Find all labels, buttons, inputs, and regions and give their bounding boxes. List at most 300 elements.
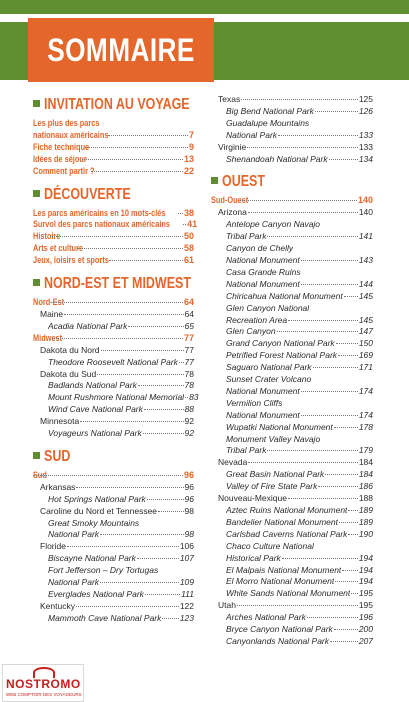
toc-entry-title: Recreation Area bbox=[226, 314, 288, 325]
toc-entry-title: National Monument bbox=[226, 385, 300, 396]
dot-leader bbox=[334, 629, 358, 630]
toc-entry-title: El Malpais National Monument bbox=[226, 564, 342, 575]
toc-entry[interactable] bbox=[33, 506, 194, 518]
dot-leader bbox=[348, 534, 357, 535]
toc-entry[interactable] bbox=[211, 517, 373, 529]
dot-leader bbox=[143, 433, 184, 434]
dot-leader bbox=[183, 224, 186, 225]
dot-leader bbox=[301, 415, 358, 416]
toc-entry-page: 169 bbox=[358, 350, 373, 361]
dot-leader bbox=[82, 159, 183, 160]
toc-entry-title: Kentucky bbox=[40, 600, 75, 611]
toc-entry-page: 92 bbox=[184, 416, 194, 427]
toc-entry[interactable] bbox=[211, 457, 373, 469]
section-heading-text: SUD bbox=[44, 447, 71, 465]
toc-entry-title: Bryce Canyon National Park bbox=[226, 624, 333, 635]
title-box bbox=[28, 18, 214, 82]
toc-entry-title: Saguaro National Park bbox=[226, 362, 312, 373]
dot-leader bbox=[247, 147, 358, 148]
toc-entry[interactable] bbox=[33, 577, 194, 589]
toc-entry[interactable] bbox=[211, 553, 373, 565]
toc-entry-title: Arts et culture bbox=[33, 243, 84, 254]
toc-entry-title: Historical Park bbox=[226, 552, 281, 563]
toc-entry[interactable] bbox=[33, 231, 194, 243]
dot-leader bbox=[97, 374, 183, 375]
toc-entry[interactable] bbox=[211, 541, 373, 553]
dot-leader bbox=[162, 618, 178, 619]
toc-entry[interactable] bbox=[211, 386, 373, 398]
toc-entry-page: 145 bbox=[358, 290, 373, 301]
toc-entry[interactable] bbox=[211, 529, 373, 541]
toc-entry-title: Utah bbox=[218, 600, 236, 611]
toc-entry-page: 194 bbox=[358, 564, 373, 575]
toc-entry[interactable] bbox=[211, 410, 373, 422]
dot-leader bbox=[178, 213, 183, 214]
toc-entry-title: nationaux américains bbox=[33, 129, 109, 140]
toc-entry-page: 178 bbox=[358, 421, 373, 432]
toc-entry-page: 194 bbox=[358, 552, 373, 563]
toc-entry-title: Great Basin National Park bbox=[226, 469, 325, 480]
toc-entry-page: 143 bbox=[358, 254, 373, 265]
dot-leader bbox=[335, 581, 358, 582]
toc-entry-title: Voyageurs National Park bbox=[48, 428, 142, 439]
dot-leader bbox=[76, 606, 179, 607]
toc-entry-title: Biscayne National Park bbox=[48, 553, 136, 564]
toc-entry-page: 122 bbox=[179, 600, 194, 611]
toc-entry[interactable] bbox=[211, 493, 373, 505]
toc-entry-page: 194 bbox=[358, 576, 373, 587]
toc-entry-page: 147 bbox=[358, 326, 373, 337]
toc-entry[interactable] bbox=[33, 541, 194, 553]
toc-entry[interactable] bbox=[211, 154, 373, 166]
toc-entry-title: Everglades National Park bbox=[48, 589, 144, 599]
toc-entry[interactable] bbox=[211, 315, 373, 327]
toc-entry-page: 171 bbox=[358, 362, 373, 373]
toc-entry[interactable] bbox=[33, 416, 194, 428]
section-bullet-icon bbox=[33, 100, 40, 107]
toc-entry-title: Dakota du Sud bbox=[40, 368, 97, 379]
toc-entry[interactable] bbox=[211, 398, 373, 410]
toc-entry-title: Antelope Canyon Navajo bbox=[226, 219, 321, 230]
toc-entry-page: 111 bbox=[181, 589, 194, 599]
toc-entry[interactable] bbox=[33, 482, 194, 494]
toc-entry-page: 9 bbox=[188, 141, 194, 152]
section-bullet-icon bbox=[33, 190, 40, 197]
toc-entry-page: 133 bbox=[358, 129, 373, 140]
toc-entry-page: 184 bbox=[358, 457, 373, 468]
toc-entry-title: Wind Cave National Park bbox=[48, 404, 143, 415]
toc-left-column bbox=[33, 96, 199, 625]
toc-entry-title: Casa Grande Ruins bbox=[226, 266, 301, 277]
toc-entry[interactable] bbox=[33, 613, 194, 625]
toc-entry[interactable] bbox=[211, 231, 373, 243]
toc-entry-title: Mount Rushmore National Memorial bbox=[48, 392, 185, 403]
toc-entry-title: Histoire bbox=[33, 231, 61, 242]
section-bullet-icon bbox=[33, 452, 40, 459]
toc-entry-page: 140 bbox=[357, 195, 373, 206]
toc-entry[interactable] bbox=[33, 404, 194, 416]
toc-entry[interactable] bbox=[211, 195, 373, 207]
toc-entry[interactable] bbox=[211, 94, 373, 106]
toc-entry[interactable] bbox=[211, 434, 373, 446]
toc-right-column bbox=[211, 94, 373, 648]
toc-entry-page: 133 bbox=[358, 141, 373, 152]
dot-leader bbox=[288, 498, 358, 499]
toc-entry-title: Virginie bbox=[218, 141, 247, 152]
toc-entry[interactable] bbox=[33, 118, 194, 130]
toc-entry-title: National Monument bbox=[226, 254, 300, 265]
toc-entry-page: 200 bbox=[358, 624, 373, 635]
dot-leader bbox=[334, 427, 358, 428]
toc-entry-title: Nouveau-Mexique bbox=[218, 493, 287, 504]
toc-entry-title: Valley of Fire State Park bbox=[226, 481, 318, 492]
toc-entry-title: Aztec Ruins National Monument bbox=[226, 505, 348, 515]
dot-leader bbox=[109, 260, 183, 261]
toc-entry-page: 78 bbox=[184, 368, 194, 379]
toc-entry-page: 50 bbox=[183, 231, 194, 242]
toc-entry-title: Arches National Park bbox=[226, 612, 306, 623]
toc-entry-title: Fiche technique bbox=[33, 141, 90, 152]
toc-entry-page: 189 bbox=[358, 516, 373, 527]
toc-entry[interactable] bbox=[33, 321, 194, 333]
toc-entry[interactable] bbox=[33, 494, 194, 506]
toc-entry-title: Tribal Park bbox=[226, 231, 267, 242]
toc-entry-title: National Park bbox=[48, 529, 100, 540]
section-heading bbox=[211, 173, 373, 191]
toc-entry[interactable] bbox=[33, 428, 194, 440]
dot-leader bbox=[241, 99, 358, 100]
dot-leader bbox=[277, 331, 358, 332]
toc-entry-title: Idées de séjour bbox=[33, 153, 87, 164]
dot-leader bbox=[85, 147, 188, 148]
toc-entry-title: Great Smoky Mountains bbox=[48, 517, 140, 528]
dot-leader bbox=[267, 450, 357, 451]
toc-entry-page: 77 bbox=[184, 356, 194, 367]
dot-leader bbox=[278, 135, 358, 136]
toc-entry-page: 96 bbox=[184, 493, 194, 504]
toc-entry[interactable] bbox=[33, 333, 194, 345]
toc-entry-title: Les parcs américains en 10 mots-clés bbox=[33, 207, 166, 218]
toc-entry-title: Survol des parcs nationaux américains bbox=[33, 219, 171, 230]
toc-entry-page: 207 bbox=[358, 635, 373, 646]
toc-entry-title: National Park bbox=[226, 129, 278, 140]
toc-entry[interactable] bbox=[33, 601, 194, 613]
section-heading bbox=[33, 275, 194, 293]
dot-leader bbox=[50, 236, 183, 237]
toc-entry[interactable] bbox=[33, 553, 194, 565]
toc-entry-page: 41 bbox=[187, 219, 198, 230]
toc-entry[interactable] bbox=[33, 208, 194, 220]
toc-entry-page: 189 bbox=[358, 505, 373, 515]
toc-entry-title: Bandelier National Monument bbox=[226, 516, 338, 527]
dot-leader bbox=[76, 487, 183, 488]
toc-entry-page: 77 bbox=[183, 332, 194, 343]
toc-entry-title: Big Bend National Park bbox=[226, 105, 314, 116]
toc-entry[interactable] bbox=[33, 529, 194, 541]
toc-entry[interactable] bbox=[33, 470, 194, 482]
toc-entry[interactable] bbox=[33, 345, 194, 357]
toc-entry[interactable] bbox=[211, 291, 373, 303]
dot-leader bbox=[338, 355, 358, 356]
toc-entry[interactable] bbox=[211, 118, 373, 130]
toc-entry[interactable] bbox=[33, 309, 194, 321]
toc-entry[interactable] bbox=[211, 636, 373, 648]
section-heading-text: NORD-EST ET MIDWEST bbox=[44, 275, 191, 293]
toc-entry-page: 174 bbox=[358, 385, 373, 396]
dot-leader bbox=[344, 296, 358, 297]
dot-leader bbox=[52, 338, 183, 339]
dot-leader bbox=[288, 320, 358, 321]
toc-entry[interactable] bbox=[33, 154, 194, 166]
toc-entry-title: Dakota du Nord bbox=[40, 344, 100, 355]
dot-leader bbox=[33, 475, 183, 476]
publisher-logo bbox=[2, 664, 84, 702]
section-heading-text: OUEST bbox=[222, 173, 265, 191]
toc-entry[interactable] bbox=[211, 106, 373, 118]
toc-entry-page: 190 bbox=[358, 528, 373, 539]
toc-entry[interactable] bbox=[211, 207, 373, 219]
toc-entry-page: 195 bbox=[358, 600, 373, 611]
dot-leader bbox=[339, 522, 358, 523]
toc-entry-page: 140 bbox=[358, 207, 373, 218]
toc-entry[interactable] bbox=[211, 576, 373, 588]
toc-entry[interactable] bbox=[33, 166, 194, 178]
section-heading bbox=[33, 448, 194, 466]
toc-entry-title: Arizona bbox=[218, 207, 247, 218]
toc-entry[interactable] bbox=[33, 297, 194, 309]
toc-entry-title: Nord-Est bbox=[33, 297, 65, 308]
dot-leader bbox=[282, 558, 358, 559]
toc-entry-page: 174 bbox=[358, 409, 373, 420]
toc-entry-title: Vermilion Cliffs bbox=[226, 397, 283, 408]
dot-leader bbox=[351, 593, 358, 594]
toc-entry-title: Badlands National Park bbox=[48, 380, 137, 391]
dot-leader bbox=[330, 641, 358, 642]
toc-entry[interactable] bbox=[33, 565, 194, 577]
toc-entry-title: Canyonlands National Park bbox=[226, 635, 330, 646]
dot-leader bbox=[67, 546, 179, 547]
toc-entry-title: Tribal Park bbox=[226, 445, 267, 456]
toc-entry[interactable] bbox=[211, 142, 373, 154]
dot-leader bbox=[137, 558, 179, 559]
toc-entry-page: 83 bbox=[189, 392, 199, 403]
toc-entry[interactable] bbox=[33, 142, 194, 154]
toc-entry-page: 13 bbox=[183, 153, 194, 164]
dot-leader bbox=[348, 510, 357, 511]
toc-entry[interactable] bbox=[33, 369, 194, 381]
dot-leader bbox=[100, 582, 179, 583]
dot-leader bbox=[185, 397, 188, 398]
dot-leader bbox=[336, 343, 358, 344]
toc-entry[interactable] bbox=[211, 350, 373, 362]
toc-entry[interactable] bbox=[33, 357, 194, 369]
toc-entry[interactable] bbox=[211, 303, 373, 315]
toc-entry[interactable] bbox=[211, 624, 373, 636]
toc-entry-title: National Monument bbox=[226, 278, 300, 289]
toc-entry-page: 38 bbox=[183, 207, 194, 218]
toc-entry-page: 107 bbox=[179, 553, 194, 564]
toc-entry-page: 109 bbox=[179, 577, 194, 588]
toc-entry-page: 61 bbox=[183, 255, 194, 266]
toc-entry-title: Nevada bbox=[218, 457, 248, 468]
dot-leader bbox=[179, 362, 184, 363]
logo-name: NOSTROMO bbox=[6, 677, 81, 691]
dot-leader bbox=[307, 617, 358, 618]
toc-entry-title: Petrified Forest National Park bbox=[226, 350, 338, 361]
toc-entry-title: Chaco Culture National bbox=[226, 540, 314, 551]
toc-entry-page: 179 bbox=[358, 445, 373, 456]
toc-entry-title: White Sands National Monument bbox=[226, 588, 351, 599]
toc-entry-title: Sud-Ouest bbox=[211, 195, 249, 206]
toc-entry-page: 195 bbox=[358, 588, 373, 599]
toc-entry-title: Mammoth Cave National Park bbox=[48, 612, 162, 623]
toc-entry-page: 7 bbox=[188, 129, 194, 140]
toc-entry-page: 64 bbox=[184, 308, 194, 319]
toc-entry-title: Sunset Crater Volcano bbox=[226, 374, 312, 385]
toc-entry-title: Carlsbad Caverns National Park bbox=[226, 528, 348, 539]
section-bullet-icon bbox=[211, 177, 218, 184]
toc-entry[interactable] bbox=[211, 326, 373, 338]
toc-entry-page: 134 bbox=[358, 153, 373, 164]
toc-entry[interactable] bbox=[211, 243, 373, 255]
toc-entry[interactable] bbox=[33, 130, 194, 142]
dot-leader bbox=[237, 605, 358, 606]
toc-entry[interactable] bbox=[33, 380, 194, 392]
toc-entry[interactable] bbox=[211, 588, 373, 600]
toc-entry[interactable] bbox=[211, 338, 373, 350]
section-bullet-icon bbox=[33, 279, 40, 286]
toc-entry[interactable] bbox=[211, 600, 373, 612]
dot-leader bbox=[329, 159, 358, 160]
toc-entry-page: 78 bbox=[184, 380, 194, 391]
toc-entry-title: Floride bbox=[40, 541, 66, 552]
toc-entry-title: Jeux, loisirs et sports bbox=[33, 255, 109, 266]
dot-leader bbox=[315, 111, 358, 112]
toc-entry-page: 22 bbox=[183, 165, 194, 176]
toc-entry-title: National Park bbox=[48, 577, 100, 588]
toc-entry[interactable] bbox=[211, 255, 373, 267]
section-heading bbox=[33, 96, 194, 114]
toc-entry[interactable] bbox=[33, 518, 194, 530]
toc-entry[interactable] bbox=[33, 219, 198, 231]
toc-entry[interactable] bbox=[33, 392, 199, 404]
logo-tagline: WEB COMPTOIR DES VOYAGEURS bbox=[6, 692, 82, 697]
toc-entry-title: Midwest bbox=[33, 332, 63, 343]
toc-entry-page: 88 bbox=[184, 404, 194, 415]
toc-entry[interactable] bbox=[211, 279, 373, 291]
dot-leader bbox=[128, 326, 183, 327]
dot-leader bbox=[301, 284, 358, 285]
toc-entry[interactable] bbox=[33, 255, 194, 267]
toc-entry-page: 96 bbox=[183, 469, 194, 480]
toc-entry[interactable] bbox=[211, 565, 373, 577]
toc-entry-title: Minnesota bbox=[40, 416, 80, 427]
toc-entry-title: Fort Jefferson – Dry Tortugas bbox=[48, 565, 159, 576]
dot-leader bbox=[144, 409, 184, 410]
toc-entry[interactable] bbox=[33, 243, 194, 255]
dot-leader bbox=[158, 511, 184, 512]
toc-entry-page: 188 bbox=[358, 493, 373, 504]
toc-entry[interactable] bbox=[211, 267, 373, 279]
toc-entry-title: Hot Springs National Park bbox=[48, 493, 146, 504]
dot-leader bbox=[54, 302, 183, 303]
toc-entry-page: 186 bbox=[358, 481, 373, 492]
toc-entry-title: Maine bbox=[40, 308, 64, 319]
toc-entry[interactable] bbox=[211, 612, 373, 624]
dot-leader bbox=[80, 421, 183, 422]
dot-leader bbox=[64, 314, 183, 315]
dot-leader bbox=[91, 171, 183, 172]
dot-leader bbox=[138, 385, 184, 386]
toc-entry-title: Glen Canyon bbox=[226, 326, 276, 337]
toc-entry-page: 98 bbox=[184, 529, 194, 540]
toc-entry-title: Acadia National Park bbox=[48, 320, 128, 331]
toc-entry[interactable] bbox=[33, 589, 194, 601]
toc-entry-page: 58 bbox=[183, 243, 194, 254]
toc-entry-title: National Monument bbox=[226, 409, 300, 420]
toc-entry[interactable] bbox=[211, 219, 373, 231]
dot-leader bbox=[108, 135, 188, 136]
toc-entry-title: Sud bbox=[33, 469, 47, 480]
toc-entry-page: 150 bbox=[358, 338, 373, 349]
dot-leader bbox=[147, 499, 184, 500]
toc-entry[interactable] bbox=[211, 362, 373, 374]
toc-entry-page: 96 bbox=[184, 481, 194, 492]
dot-leader bbox=[248, 212, 358, 213]
dot-leader bbox=[342, 570, 358, 571]
toc-entry-page: 106 bbox=[179, 541, 194, 552]
toc-entry[interactable] bbox=[211, 422, 373, 434]
toc-entry-title: Monument Valley Navajo bbox=[226, 433, 321, 444]
page-title: SOMMAIRE bbox=[47, 31, 195, 68]
toc-entry-title: Chiricahua National Monument bbox=[226, 290, 343, 301]
toc-entry-title: Wupatki National Monument bbox=[226, 421, 333, 432]
toc-entry-title: Guadalupe Mountains bbox=[226, 117, 310, 128]
toc-entry-title: Les plus des parcs bbox=[33, 118, 100, 128]
section-heading-text: INVITATION AU VOYAGE bbox=[44, 96, 190, 113]
toc-entry[interactable] bbox=[211, 481, 373, 493]
toc-entry[interactable] bbox=[211, 505, 373, 517]
toc-entry-title: Theodore Roosevelt National Park bbox=[48, 356, 178, 367]
toc-entry-page: 144 bbox=[358, 278, 373, 289]
toc-entry-title: Shenandoah National Park bbox=[226, 153, 328, 164]
dot-leader bbox=[101, 350, 184, 351]
dot-leader bbox=[100, 534, 184, 535]
toc-entry-page: 64 bbox=[183, 297, 194, 308]
toc-entry-page: 123 bbox=[179, 612, 194, 623]
toc-entry-page: 145 bbox=[358, 314, 373, 325]
toc-entry-title: Caroline du Nord et Tennessee bbox=[40, 505, 158, 516]
dot-leader bbox=[301, 391, 358, 392]
toc-entry-title: Comment partir ? bbox=[33, 165, 95, 176]
toc-entry[interactable] bbox=[211, 469, 373, 481]
toc-entry-page: 98 bbox=[184, 505, 194, 516]
toc-entry-page: 125 bbox=[358, 94, 373, 104]
section-heading-text: DÉCOUVERTE bbox=[44, 185, 131, 203]
dot-leader bbox=[301, 260, 358, 261]
dot-leader bbox=[325, 474, 358, 475]
toc-entry-page: 126 bbox=[358, 105, 373, 116]
dot-leader bbox=[240, 200, 357, 201]
toc-entry-title: Texas bbox=[218, 94, 241, 104]
toc-entry[interactable] bbox=[211, 445, 373, 457]
toc-entry-title: Grand Canyon National Park bbox=[226, 338, 335, 349]
toc-entry-page: 184 bbox=[358, 469, 373, 480]
toc-entry[interactable] bbox=[211, 130, 373, 142]
toc-entry-page: 77 bbox=[184, 344, 194, 355]
toc-entry-title: Glen Canyon National bbox=[226, 302, 310, 313]
toc-entry[interactable] bbox=[211, 374, 373, 386]
